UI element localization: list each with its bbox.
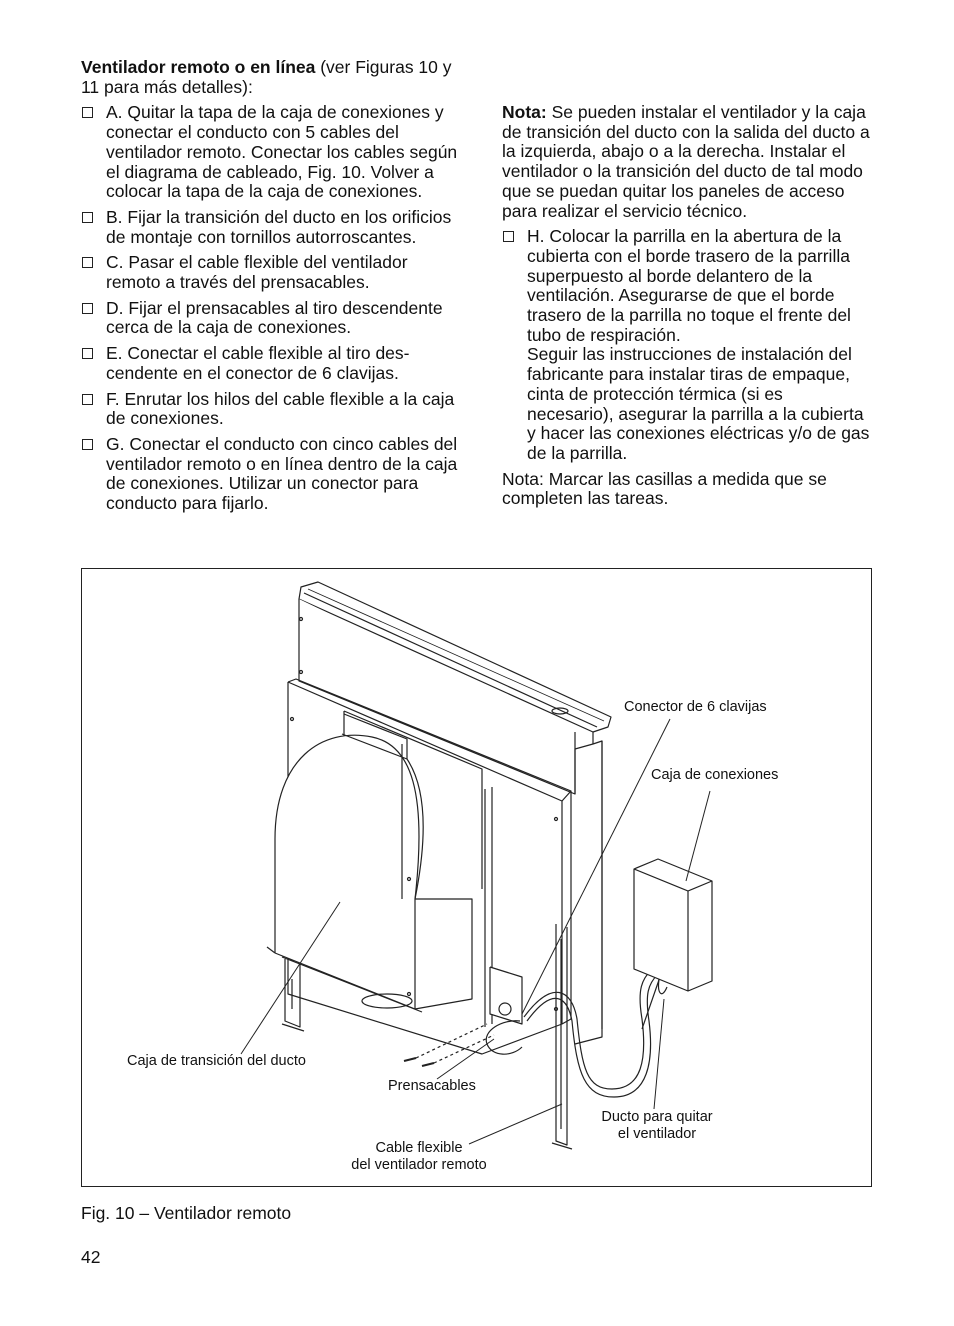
step-b: [81, 208, 463, 247]
page-number: 42: [81, 1247, 101, 1267]
checkbox-icon[interactable]: [82, 107, 93, 118]
label-flex-cable-line1: Cable flexible: [375, 1140, 463, 1156]
label-conduit-line2: el ventilador: [617, 1126, 697, 1142]
step-c: [81, 253, 463, 292]
figure-10: [81, 568, 872, 1187]
section-heading-bold: Ventilador remoto o en línea: [81, 57, 316, 77]
checkbox-icon[interactable]: [82, 394, 93, 405]
step-text-continued: Seguir las instrucciones de instalación del fabricante para instalar tiras de empaque, cinta de protección térmica (si es necesario), asegurar la parrilla a la cubierta y hacer las conexiones eléctricas y/o de gas de la parrilla.: [527, 344, 870, 463]
step-g: [81, 435, 463, 514]
right-column: [502, 103, 874, 515]
step-text: F. Enrutar los hilos del cable flexible a la caja de conexiones.: [106, 388, 455, 429]
install-note-bold: Nota:: [502, 102, 547, 122]
label-conduit: [592, 1109, 722, 1143]
step-e: [81, 344, 463, 383]
leader-conduit: [654, 999, 664, 1109]
step-text: B. Fijar la transición del ducto en los orificios de montaje con tornillos autorroscantes.: [106, 206, 452, 247]
label-flex-cable-line2: del ventilador remoto: [351, 1157, 487, 1173]
section-heading: [81, 58, 463, 97]
install-note-rest: Se pueden instalar el ventilador y la caja de transición del ducto con la salida del ducto a la izquierda, abajo o a la derecha. Instalar el ventilador o la transición del ducto de tal modo que se puedan quitar los paneles de acceso para realizar el servicio técnico.: [502, 102, 870, 221]
step-text: E. Conectar el cable flexible al tiro descendente en el conector de 6 clavijas.: [106, 343, 410, 383]
step-text: D. Fijar el prensacables al tiro descendente cerca de la caja de conexiones.: [106, 297, 443, 338]
left-column: [81, 58, 463, 520]
checkbox-icon[interactable]: [82, 257, 93, 268]
step-text: G. Conectar el conducto con cinco cables del ventilador remoto o en línea dentro de la caja de conexiones. Utilizar un conector para conducto para fijarlo.: [106, 433, 458, 514]
step-a: [81, 103, 463, 202]
step-h: [502, 227, 874, 463]
label-transition-duct: Caja de transición del ducto: [127, 1053, 306, 1069]
checkbox-icon[interactable]: [503, 231, 514, 242]
checkbox-note: Nota: Marcar las casillas a medida que se completen las tareas.: [502, 468, 827, 509]
checkbox-icon[interactable]: [82, 212, 93, 223]
step-text: H. Colocar la parrilla en la abertura de la cubierta con el borde trasero de la parrilla superpuesto al borde delantero de la ventilación. Asegurarse de que el borde trasero de la parrilla no toque el frente del tubo de respiración.: [527, 226, 851, 345]
step-d: [81, 299, 463, 338]
checkbox-icon[interactable]: [82, 303, 93, 314]
label-conduit-line1: Ducto para quitar: [601, 1109, 713, 1125]
checkbox-icon[interactable]: [82, 348, 93, 359]
downdraft-illustration: [82, 569, 873, 1188]
label-strain-relief: Prensacables: [388, 1078, 476, 1094]
checkbox-icon[interactable]: [82, 439, 93, 450]
label-junction-box: Caja de conexiones: [651, 767, 779, 783]
install-note: [502, 103, 874, 221]
label-connector: Conector de 6 clavijas: [624, 699, 767, 715]
step-f: [81, 390, 463, 429]
step-text: A. Quitar la tapa de la caja de conexiones y conectar el conducto con 5 cables del ventilador remoto. Conectar los cables según el diagrama de cableado, Fig. 10. Volver a colocar la tapa de la caja de conexiones.: [106, 102, 458, 202]
step-text: C. Pasar el cable flexible del ventilador remoto a través del prensacables.: [106, 252, 408, 293]
figure-caption: Fig. 10 – Ventilador remoto: [81, 1203, 292, 1223]
section-heading-rest: (ver Figuras 10 y 11 para más detalles):: [81, 57, 452, 97]
leader-cable: [469, 1104, 562, 1144]
leader-junction-box: [686, 791, 710, 881]
label-flex-cable: [334, 1140, 504, 1174]
